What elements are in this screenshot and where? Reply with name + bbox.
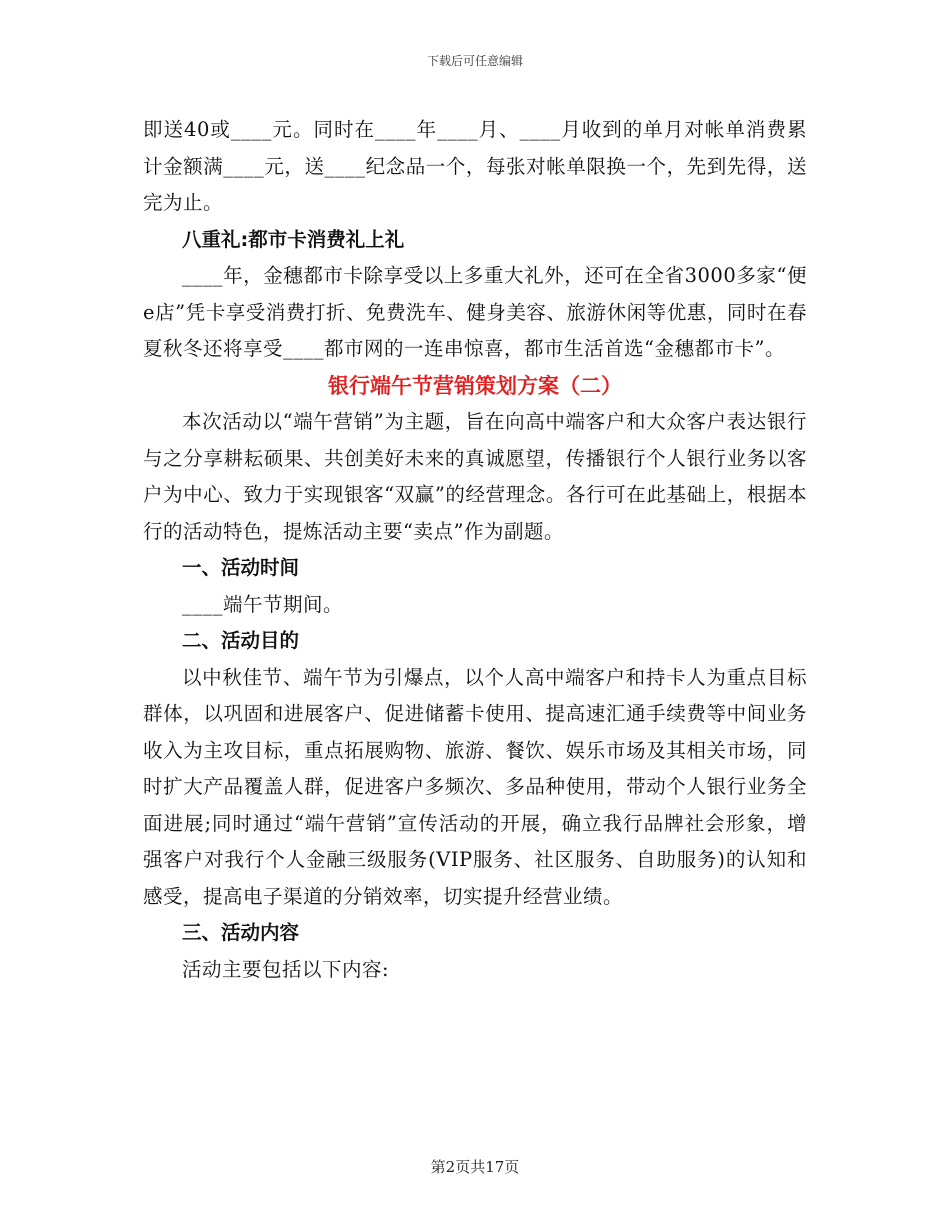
heading-activity-time: 一、活动时间 [182, 556, 300, 579]
page-footer: 第2页共17页 [430, 1158, 520, 1176]
paragraph-city-card: ____年，金穗都市卡除享受以上多重大礼外，还可在全省3000多家“便e店”凭卡享受消费打折、免费洗车、健身美容、旅游休闲等优惠，同时在春夏秋冬还将享受____都市网的一连串惊喜，都市生活首选“金穗都市卡”。 [143, 264, 807, 360]
paragraph-activity-purpose: 以中秋佳节、端午节为引爆点，以个人高中端客户和持卡人为重点目标群体，以巩固和进展客户、促进储蓄卡使用、提高速汇通手续费等中间业务收入为主攻目标，重点拓展购物、旅游、餐饮、娱乐市场及其相关市场，同时扩大产品覆盖人群，促进客户多频次、多品种使用，带动个人银行业务全面进展;同时通过“端午营销”宣传活动的开展，确立我行品牌社会形象，增强客户对我行个人金融三级服务(VIP服务、社区服务、自助服务)的认知和感受，提高电子渠道的分销效率，切实提升经营业绩。 [143, 665, 807, 908]
paragraph-gift-continued: 即送40或____元。同时在____年____月、____月收到的单月对帐单消费累计金额满____元，送____纪念品一个，每张对帐单限换一个，先到先得，送完为止。 [143, 118, 807, 214]
paragraph-activity-content: 活动主要包括以下内容: [182, 957, 390, 981]
document-body [143, 112, 807, 988]
page-header: 下载后可任意编辑 [426, 54, 523, 68]
heading-activity-content: 三、活动内容 [182, 921, 300, 944]
section-title: 银行端午节营销策划方案（二） [328, 373, 622, 398]
paragraph-activity-time: ____端午节期间。 [182, 592, 344, 616]
paragraph-intro: 本次活动以“端午营销”为主题，旨在向高中端客户和大众客户表达银行与之分享耕耘硕果、共创美好未来的真诚愿望，传播银行个人银行业务以客户为中心、致力于实现银客“双赢”的经营理念。各行可在此基础上，根据本行的活动特色，提炼活动主要“卖点”作为副题。 [143, 410, 807, 543]
heading-gift-eight: 八重礼:都市卡消费礼上礼 [182, 227, 405, 251]
heading-activity-purpose: 二、活动目的 [182, 629, 300, 652]
